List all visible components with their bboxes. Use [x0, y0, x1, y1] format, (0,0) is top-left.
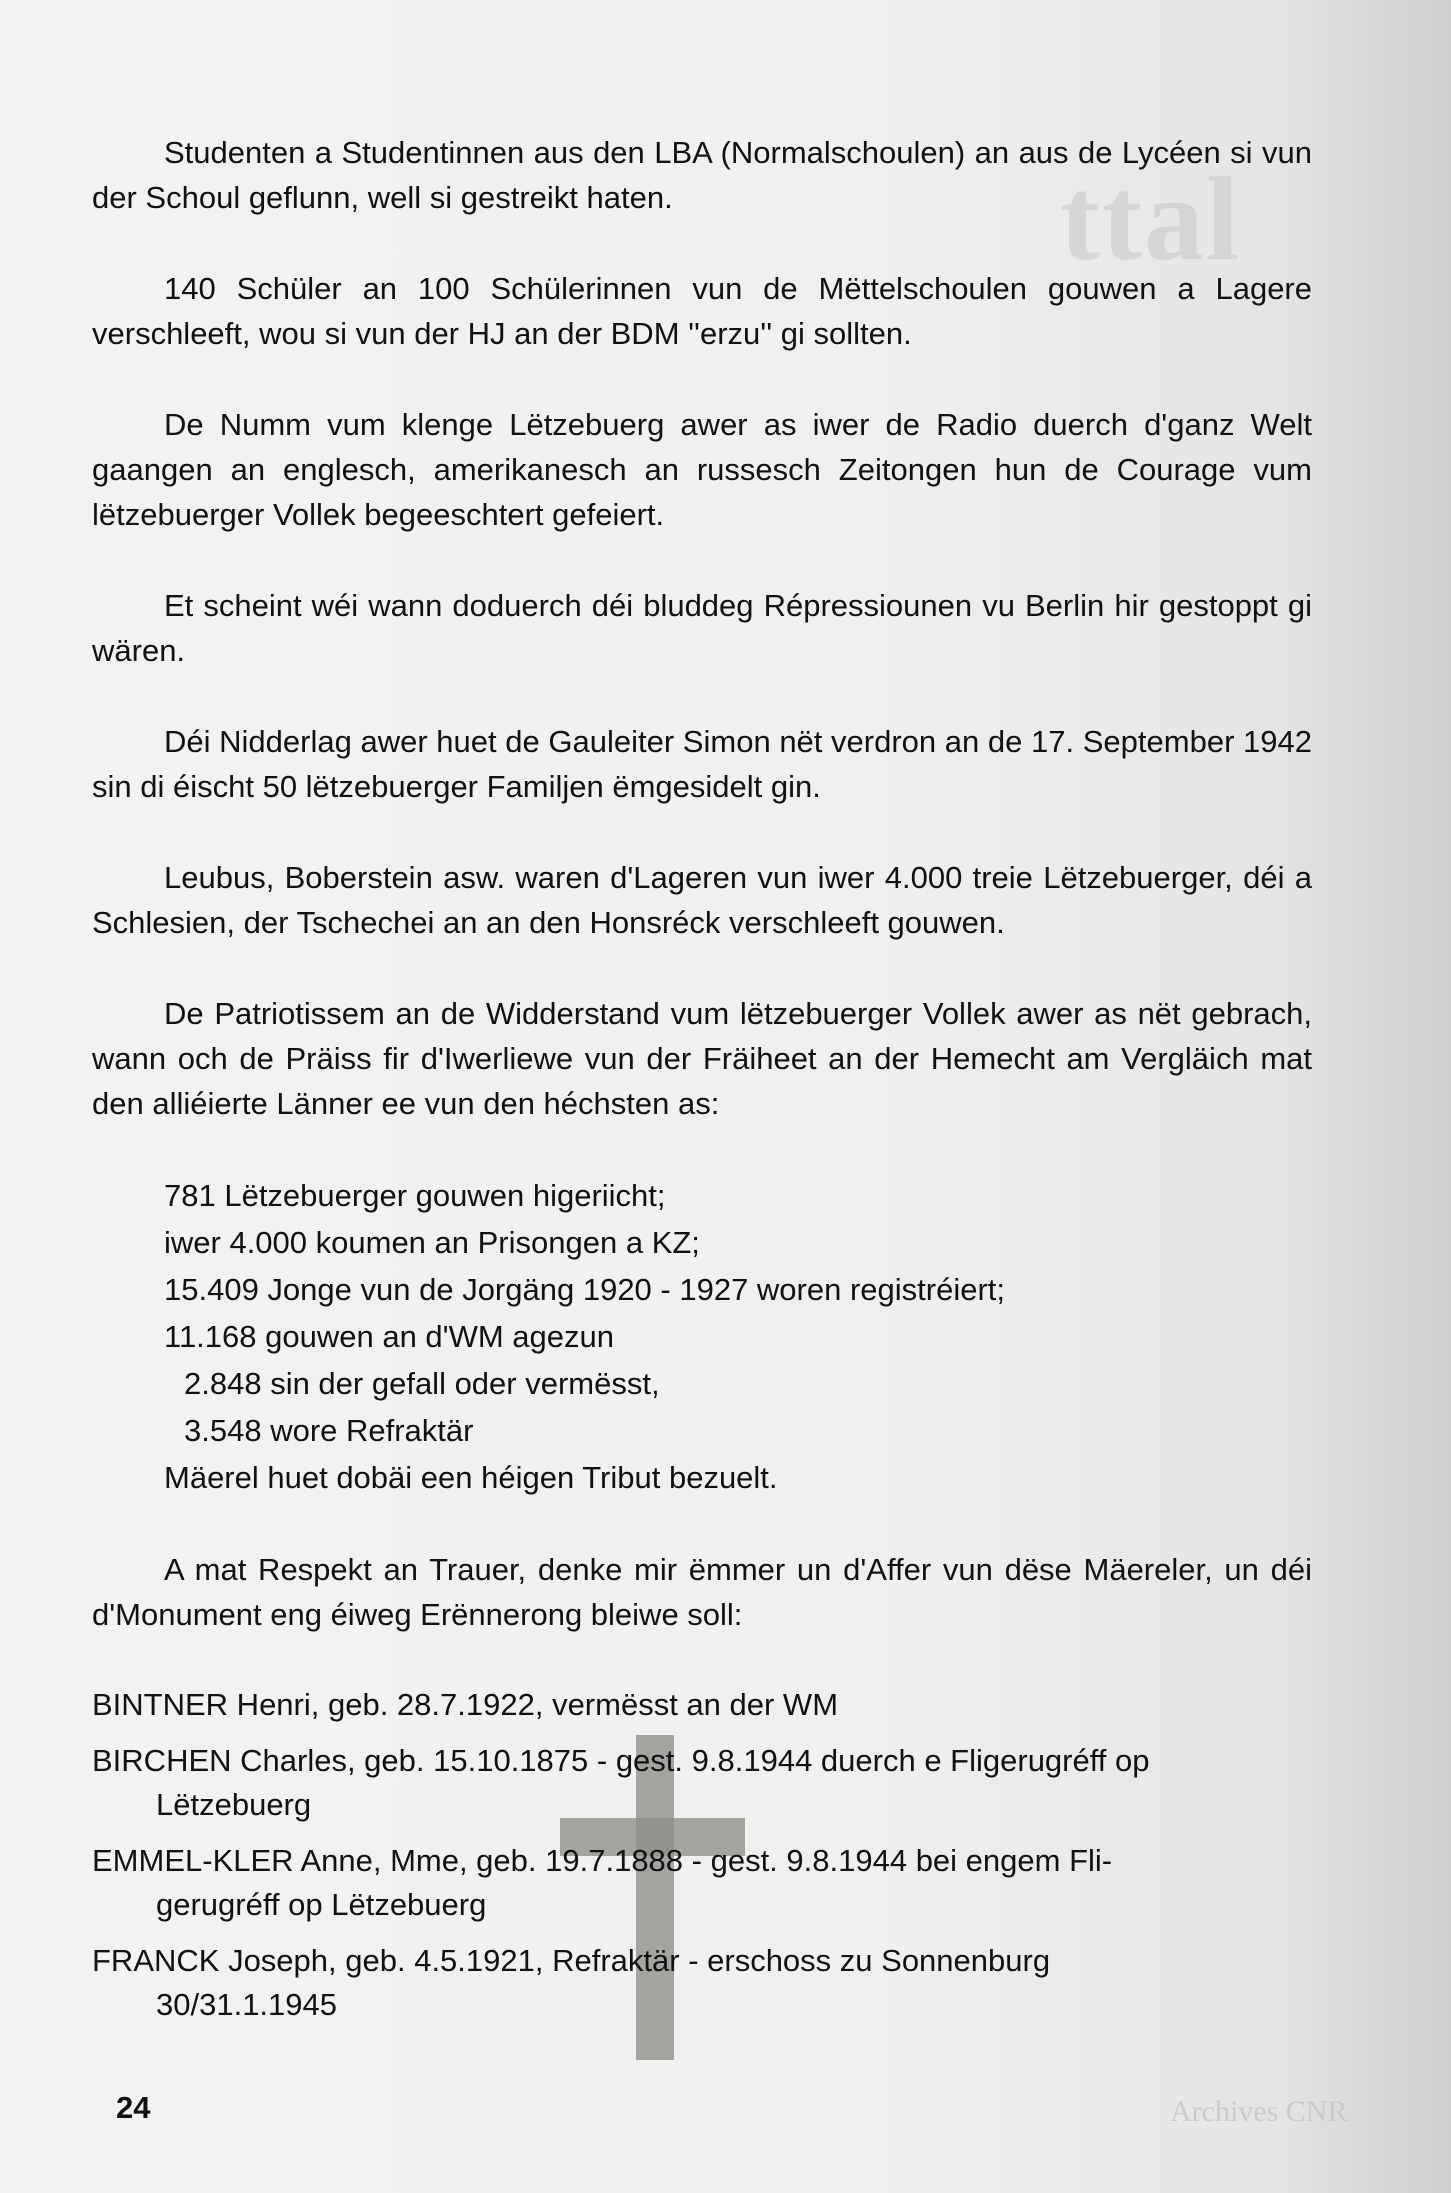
stat-executed: 781 Lëtzebuerger gouwen higeriicht; — [164, 1178, 666, 1213]
victim-entry-text: BIRCHEN Charles, geb. 15.10.1875 - gest. 9.8.1944 duerch e Fligerugréff op — [92, 1743, 1150, 1778]
page-number: 24 — [116, 2090, 151, 2125]
paragraph-closing: A mat Respekt an Trauer, denke mir ëmmer un d'Affer vun dëse Mäereler, un déi d'Monument eng éiweg Erënnerong bleiwe soll: — [92, 1552, 1312, 1632]
victim-entry-bintner — [92, 1683, 1312, 1727]
victim-entry-continuation: gerugréff op Lëtzebuerg — [156, 1887, 487, 1922]
paragraph-repressions: Et scheint wéi wann doduerch déi bluddeg Répressiounen vu Berlin hir gestoppt gi wären. — [92, 588, 1312, 668]
paragraph-patriotism: De Patriotissem an de Widderstand vum lëtzebuerger Vollek awer as nët gebrach, wann och de Präiss fir d'Iwerliewe vun der Fräiheet an der Hemecht am Vergläich mat den alliéierte Länner ee vun den héchsten as: — [92, 996, 1312, 1121]
victim-entry-franck — [92, 1939, 1312, 2027]
victim-entry-text: EMMEL-KLER Anne, Mme, geb. 19.7.1888 - gest. 9.8.1944 bei engem Fli- — [92, 1843, 1113, 1878]
victim-entry-text: FRANCK Joseph, geb. 4.5.1921, Refraktär - erschoss zu Sonnenburg — [92, 1943, 1051, 1978]
stat-tribute: Mäerel huet dobäi een héigen Tribut bezuelt. — [164, 1460, 778, 1495]
stat-registered: 15.409 Jonge vun de Jorgäng 1920 - 1927 woren registréiert; — [164, 1272, 1006, 1307]
paragraph-students: Studenten a Studentinnen aus den LBA (Normalschoulen) an aus de Lycéen si vun der Schoul geflunn, well si gestreikt haten. — [92, 135, 1312, 215]
victim-entry-continuation: Lëtzebuerg — [156, 1787, 312, 1822]
statistics-list — [92, 1172, 1312, 1501]
victim-entry-birchen — [92, 1739, 1312, 1827]
stat-refractory: 3.548 wore Refraktär — [184, 1413, 474, 1448]
paragraph-gauleiter: Déi Nidderlag awer huet de Gauleiter Simon nët verdron an de 17. September 1942 sin di éischt 50 lëtzebuerger Familjen ëmgesidelt gin. — [92, 724, 1312, 804]
victim-entry-continuation: 30/31.1.1945 — [156, 1987, 338, 2022]
victim-entry-text: BINTNER Henri, geb. 28.7.1922, vermësst an der WM — [92, 1687, 839, 1722]
victim-entry-emmel-kler — [92, 1839, 1312, 1927]
victims-list — [92, 1683, 1312, 2027]
show-through-footer: Archives CNR — [1170, 2095, 1348, 2128]
paragraph-radio: De Numm vum klenge Lëtzebuerg awer as iwer de Radio duerch d'ganz Welt gaangen an englesch, amerikanesch an russesch Zeitongen hun de Courage vum lëtzebuerger Vollek begeeschtert gefeiert. — [92, 407, 1312, 532]
paragraph-pupils: 140 Schüler an 100 Schülerinnen vun de Mëttelschoulen gouwen a Lagere verschleeft, wou si vun der HJ an der BDM ''erzu'' gi sollten. — [92, 271, 1312, 351]
page-body — [92, 130, 1312, 2039]
stat-conscripted: 11.168 gouwen an d'WM agezun — [164, 1319, 614, 1354]
paragraph-camps: Leubus, Boberstein asw. waren d'Lageren vun iwer 4.000 treie Lëtzebuerger, déi a Schlesien, der Tschechei an an den Honsréck verschleeft gouwen. — [92, 860, 1312, 940]
stat-fallen: 2.848 sin der gefall oder vermësst, — [184, 1366, 660, 1401]
show-through-heading: ttal — [1060, 152, 1242, 285]
stat-prisons: iwer 4.000 koumen an Prisongen a KZ; — [164, 1225, 700, 1260]
